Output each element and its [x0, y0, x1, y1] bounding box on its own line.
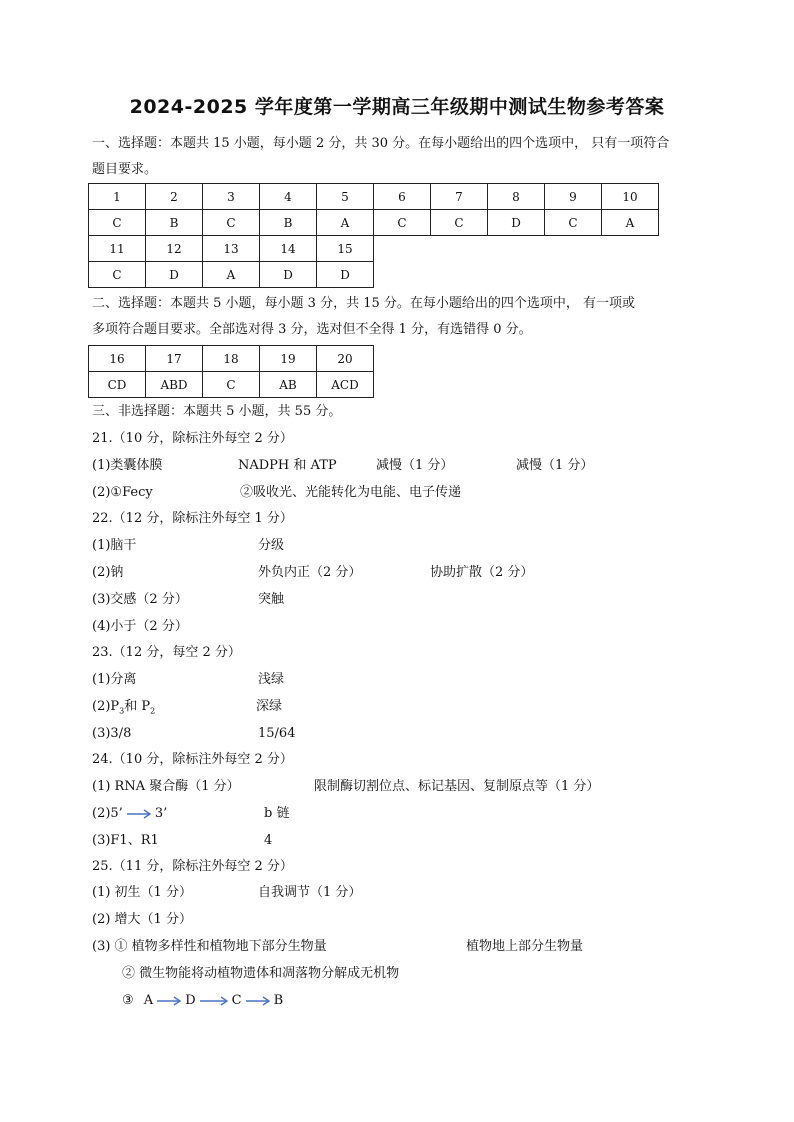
right-arrow-icon: [199, 996, 229, 1006]
q22-answer-8: (4)小于（2 分）: [92, 619, 188, 634]
q25-answer-1: (1) 初生（1 分）: [92, 885, 192, 900]
question-number: 15: [317, 236, 374, 262]
answer-cell: A: [602, 210, 659, 236]
q23-answer-5: (3)3/8: [92, 726, 132, 741]
answer-cell: D: [260, 262, 317, 288]
question-number: 3: [203, 184, 260, 210]
section3-intro: 三、非选择题：本题共 5 小题，共 55 分。: [92, 404, 342, 419]
section1-intro-line1: 一、选择题：本题共 15 小题，每小题 2 分，共 30 分。在每小题给出的四个选项中， 只有一项符合: [92, 136, 670, 151]
q25-answer-7: [122, 992, 283, 1010]
q24-answer-1: (1) RNA 聚合酶（1 分）: [92, 779, 240, 794]
q22-answer-5: 协助扩散（2 分）: [430, 565, 534, 580]
right-arrow-icon: [245, 996, 271, 1006]
q21-answer-5: (2)①Fecy: [92, 485, 153, 500]
q22-answer-7: 突触: [258, 592, 285, 607]
q24-answer-2: 限制酶切割位点、标记基因、复制原点等（1 分）: [314, 779, 600, 794]
table-row: [89, 210, 659, 236]
q21-header: 21.（10 分，除标注外每空 2 分）: [92, 431, 293, 446]
q22-answer-4: 外负内正（2 分）: [258, 565, 362, 580]
chain-node: D: [185, 993, 196, 1008]
q22-answer-2: 分级: [258, 538, 285, 553]
question-number: 14: [260, 236, 317, 262]
answer-cell: C: [545, 210, 602, 236]
q25-answer-3: (2) 增大（1 分）: [92, 912, 192, 927]
q21-answer-2: NADPH 和 ATP: [238, 458, 337, 473]
question-number: 18: [203, 346, 260, 372]
q22-answer-1: (1)脑干: [92, 538, 137, 553]
q24-answer-5: (3)F1、R1: [92, 833, 159, 848]
q24-answer-3: [92, 805, 167, 823]
section1-intro-line2: 题目要求。: [92, 162, 158, 177]
answer-cell: B: [260, 210, 317, 236]
q21-answer-4: 减慢（1 分）: [516, 458, 594, 473]
answer-cell: D: [488, 210, 545, 236]
answer-cell: ABD: [146, 372, 203, 398]
table-row: [89, 184, 659, 210]
table-row: [89, 236, 659, 262]
answer-cell: C: [431, 210, 488, 236]
q25-circled-3: ③: [122, 993, 134, 1008]
question-number: 5: [317, 184, 374, 210]
q24-strand-end: 3’: [154, 806, 168, 821]
answer-cell: C: [89, 210, 146, 236]
section2-intro-line2: 多项符合题目要求。全部选对得 3 分，选对但不全得 1 分，有选错得 0 分。: [92, 322, 532, 337]
table-row: [89, 346, 374, 372]
question-number: 11: [89, 236, 146, 262]
q25-answer-2: 自我调节（1 分）: [258, 885, 362, 900]
answer-cell: D: [146, 262, 203, 288]
q23-sub-2: 2: [150, 706, 156, 716]
answer-cell: AB: [260, 372, 317, 398]
question-number: 4: [260, 184, 317, 210]
answer-cell: C: [203, 372, 260, 398]
question-number: 2: [146, 184, 203, 210]
q25-answer-6: ② 微生物能将动植物遗体和凋落物分解成无机物: [122, 966, 400, 981]
question-number: 12: [146, 236, 203, 262]
chain-node: C: [231, 993, 242, 1008]
q24-header: 24.（10 分，除标注外每空 2 分）: [92, 752, 293, 767]
answer-cell: C: [203, 210, 260, 236]
question-number: 20: [317, 346, 374, 372]
page-title: 2024-2025 学年度第一学期高三年级期中测试生物参考答案: [129, 96, 665, 118]
answer-cell: B: [146, 210, 203, 236]
question-number: 10: [602, 184, 659, 210]
chain-node: A: [143, 993, 154, 1008]
q25-answer-4: (3) ① 植物多样性和植物地下部分生物量: [92, 939, 327, 954]
q22-answer-6: (3)交感（2 分）: [92, 592, 188, 607]
q25-header: 25.（11 分，除标注外每空 2 分）: [92, 859, 293, 874]
answer-cell: ACD: [317, 372, 374, 398]
question-number: 19: [260, 346, 317, 372]
q23-answer-6: 15/64: [258, 726, 296, 741]
answer-cell: A: [317, 210, 374, 236]
section1-answer-table: [88, 183, 659, 288]
q22-answer-3: (2)钠: [92, 565, 124, 580]
question-number: 13: [203, 236, 260, 262]
q22-header: 22.（12 分，除标注外每空 1 分）: [92, 511, 293, 526]
question-number: 8: [488, 184, 545, 210]
section2-answer-table: [88, 345, 374, 398]
answer-cell: A: [203, 262, 260, 288]
empty-cell: [374, 236, 659, 262]
q25-answer-5: 植物地上部分生物量: [466, 939, 584, 954]
q23-answer-1: (1)分离: [92, 672, 137, 687]
q21-answer-6: ②吸收光、光能转化为电能、电子传递: [240, 485, 462, 500]
q21-answer-3: 减慢（1 分）: [376, 458, 454, 473]
question-number: 17: [146, 346, 203, 372]
q23-answer-4: 深绿: [256, 699, 283, 714]
q23-p-mid: 和 P: [124, 699, 151, 714]
q23-answer-2: 浅绿: [258, 672, 285, 687]
question-number: 6: [374, 184, 431, 210]
table-row: [89, 262, 659, 288]
empty-cell: [374, 262, 659, 288]
q24-answer-6: 4: [264, 833, 273, 848]
answer-cell: C: [89, 262, 146, 288]
q21-answer-1: (1)类囊体膜: [92, 458, 163, 473]
section2-intro-line1: 二、选择题：本题共 5 小题，每小题 3 分，共 15 分。在每小题给出的四个选项中， 有一项或: [92, 296, 636, 311]
table-row: [89, 372, 374, 398]
answer-cell: D: [317, 262, 374, 288]
question-number: 1: [89, 184, 146, 210]
q24-strand-start: (2)5’: [92, 806, 123, 821]
question-number: 7: [431, 184, 488, 210]
question-number: 16: [89, 346, 146, 372]
q23-header: 23.（12 分，每空 2 分）: [92, 645, 241, 660]
q23-sub-1: 3: [119, 706, 125, 716]
question-number: 9: [545, 184, 602, 210]
answer-cell: C: [374, 210, 431, 236]
answer-cell: CD: [89, 372, 146, 398]
right-arrow-icon: [126, 809, 152, 819]
right-arrow-icon: [156, 996, 182, 1006]
q23-answer-3: [92, 698, 155, 721]
q23-p-prefix: (2)P: [92, 699, 120, 714]
q24-answer-4: b 链: [264, 806, 290, 821]
chain-node: B: [273, 993, 284, 1008]
